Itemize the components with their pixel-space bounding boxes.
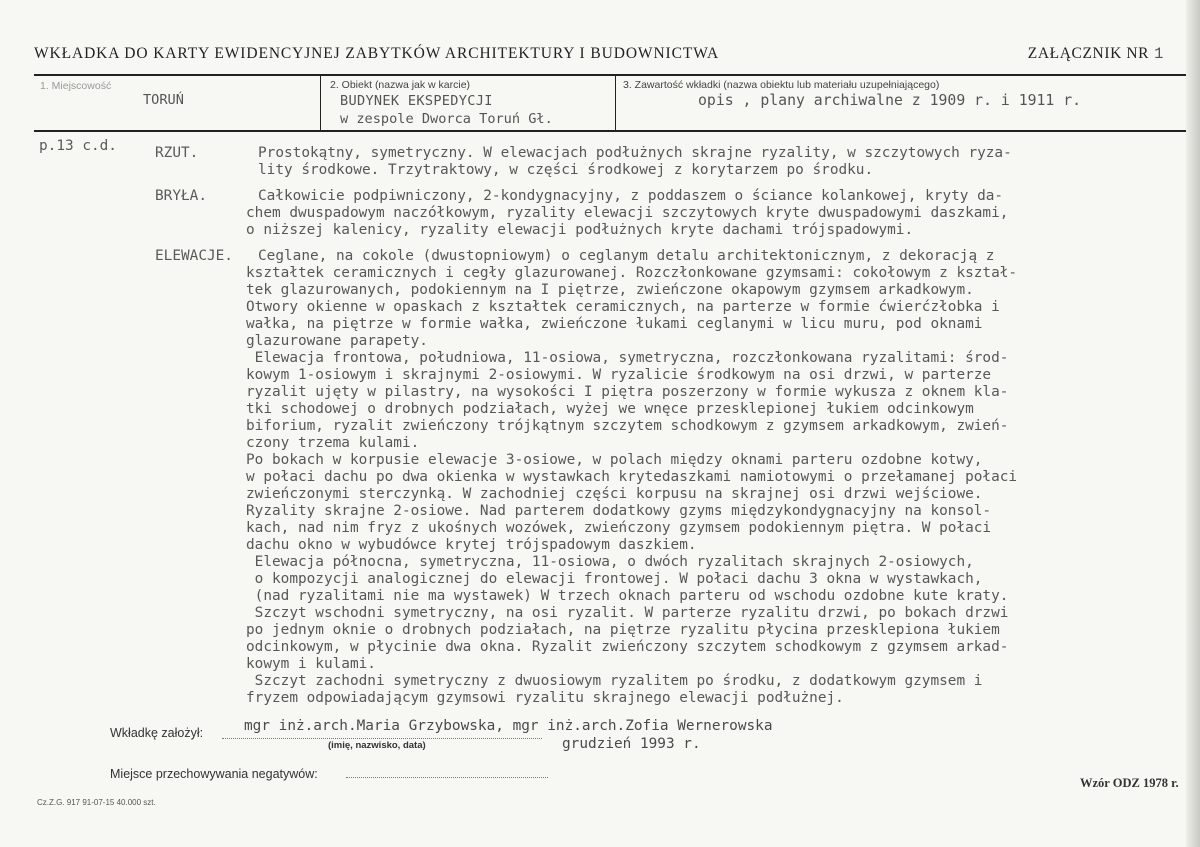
body-line: tki schodowej o drobnych podziałach, wyżej we wnęce przesklepionej łukiem odcinkowym [246, 401, 974, 417]
created-by-value: mgr inż.arch.Maria Grzybowska, mgr inż.arch.Zofia Wernerowska [244, 718, 773, 734]
object-label: 2. Obiekt (nazwa jak w karcie) [330, 79, 471, 91]
date-value: grudzień 1993 r. [562, 736, 701, 752]
body-line: fryzem odpowiadającym gzymsowi ryzalitu skrajnego elewacji podłużnej. [246, 690, 844, 706]
body-line: Elewacja północna, symetryczna, 11-osiowa, o dwóch ryzalitach skrajnych 2-osiowych, [246, 554, 974, 570]
form-model-number: Wzór ODZ 1978 r. [1080, 776, 1179, 790]
body-line: lity środkowe. Trzytraktowy, w części środkowej z korytarzem po środku. [258, 162, 874, 178]
body-line: kach, nad nim fryz z ukośnych wozówek, zwieńczony gzymsem podokiennym piętra. W połaci [246, 520, 992, 536]
locality-value: TORUŃ [143, 92, 184, 108]
appendix-label-text: ZAŁĄCZNIK NR [1027, 45, 1150, 62]
body-line: Ceglane, na cokole (dwustopniowym) o ceglanym detalu architektonicznym, z dekoracją z [258, 248, 995, 264]
body-line: tek glazurowanych, podokiennym na I piętrze, zwieńczone okapowym gzymsem arkadkowym. [246, 282, 974, 298]
body-line: czony trzema kulami. [246, 435, 420, 451]
body-line: Otwory okienne w opaskach z kształtek ceramicznych, na parterze w formie ćwierćzłobka i [246, 299, 1000, 315]
body-line: Prostokątny, symetryczny. W elewacjach podłużnych skrajne ryzality, w szczytowych ryza- [258, 145, 1012, 161]
content-label: 3. Zawartość wkładki (nazwa obiektu lub materiału uzupełniającego) [623, 79, 940, 91]
body-line: Szczyt zachodni symetryczny z dwuosiowym ryzalitem po środku, z dodatkowym gzymsem i [246, 673, 983, 689]
appendix-number: 1 [1154, 45, 1164, 63]
locality-label: 1. Miejscowość [40, 80, 112, 92]
negatives-location-label: Miejsce przechowywania negatywów: [110, 767, 318, 781]
body-line: w połaci dachu po dwa okienka w wystawkach krytedaszkami namiotowymi o przełamanej połaci [246, 469, 1018, 485]
section-label-bryla: BRYŁA. [155, 188, 207, 204]
body-line: po jednym oknie o drobnych podziałach, na piętrze ryzalitu płycina przesklepiona łukiem [246, 622, 1000, 638]
body-line: o niższej kalenicy, ryzality elewacji podłużnych kryte dachami trójspadowymi. [246, 222, 914, 238]
body-line: ryzalit ujęty w pilastry, na wysokości I piętra poszerzony w formie wykusza z oknem kla- [246, 384, 1009, 400]
body-line: Całkowicie podpiwniczony, 2-kondygnacyjny, z poddaszem o ściance kolankowej, kryty da- [258, 188, 1004, 204]
section-label-rzut: RZUT. [155, 145, 199, 161]
body-line: zwieńczonymi sterczynką. W zachodniej części korpusu na skrajnej osi drzwi wejściowe. [246, 486, 983, 502]
page-reference: p.13 c.d. [39, 138, 117, 154]
body-line: o kompozycji analogicznej do elewacji frontowej. W połaci dachu 3 okna w wystawkach, [246, 571, 983, 587]
body-line: odcinkowym, w płycinie dwa okna. Ryzalit zwieńczony szczytem schodkowym z gzymsem arkad- [246, 639, 1009, 655]
object-value-line2: w zespole Dworca Toruń Gł. [340, 111, 553, 127]
body-line: (nad ryzalitami nie ma wystawek) W trzech oknach parteru od wschodu ozdobne kute kraty. [246, 588, 1009, 604]
body-line: biforium, ryzalit zwieńczony trójkątnym szczytem schodkowym z gzymsem arkadkowym, zwień- [246, 418, 1009, 434]
form-title: WKŁADKA DO KARTY EWIDENCYJNEJ ZABYTKÓW ARCHITEKTURY I BUDOWNICTWA [34, 45, 720, 62]
body-line: chem dwuspadowym naczółkowym, ryzality elewacji szczytowych kryte dwuspadowymi daszkami, [246, 205, 1009, 221]
body-line: dachu okno w wybudówce krytej trójspadowym daszkiem. [246, 537, 697, 553]
body-line: wałka, na piętrze w formie wałka, zwieńczone łukami ceglanymi w licu muru, pod oknami [246, 316, 983, 332]
print-info: Cz.Z.G. 917 91-07-15 40.000 szt. [37, 798, 156, 807]
object-value-line1: BUDYNEK EKSPEDYCJI [340, 93, 493, 109]
body-line: kowym 1-osiowym i skrajnymi 2-osiowymi. W ryzalicie środkowym na osi drzwi, w parterze [246, 367, 992, 383]
content-value: opis , plany archiwalne z 1909 r. i 1911 r. [698, 92, 1082, 109]
negatives-dotted-line [346, 777, 548, 778]
body-line: Szczyt wschodni symetryczny, na osi ryzalit. W parterze ryzalitu drzwi, po bokach drzwi [246, 605, 1009, 621]
body-line: Elewacja frontowa, południowa, 11-osiowa, symetryczna, rozczłonkowana ryzalitami: środ- [246, 350, 1009, 366]
body-line: glazurowane parapety. [246, 333, 428, 349]
body-line: kształtek ceramicznych i cegły glazurowanej. Rozczłonkowane gzymsami: cokołowym z kształ- [246, 265, 1018, 281]
created-by-dotted-line [222, 738, 542, 739]
section-label-elewacje: ELEWACJE. [155, 248, 233, 264]
body-line: kowym i kulami. [246, 656, 376, 672]
name-date-caption: (imię, nazwisko, data) [328, 740, 426, 751]
body-line: Ryzality skrajne 2-osiowe. Nad parterem dodatkowy gzyms międzykondygnacyjny na konsol- [246, 503, 992, 519]
body-line: Po bokach w korpusie elewacje 3-osiowe, w polach między oknami parteru ozdobne kotwy, [246, 452, 983, 468]
created-by-label: Wkładkę założył: [110, 726, 204, 740]
